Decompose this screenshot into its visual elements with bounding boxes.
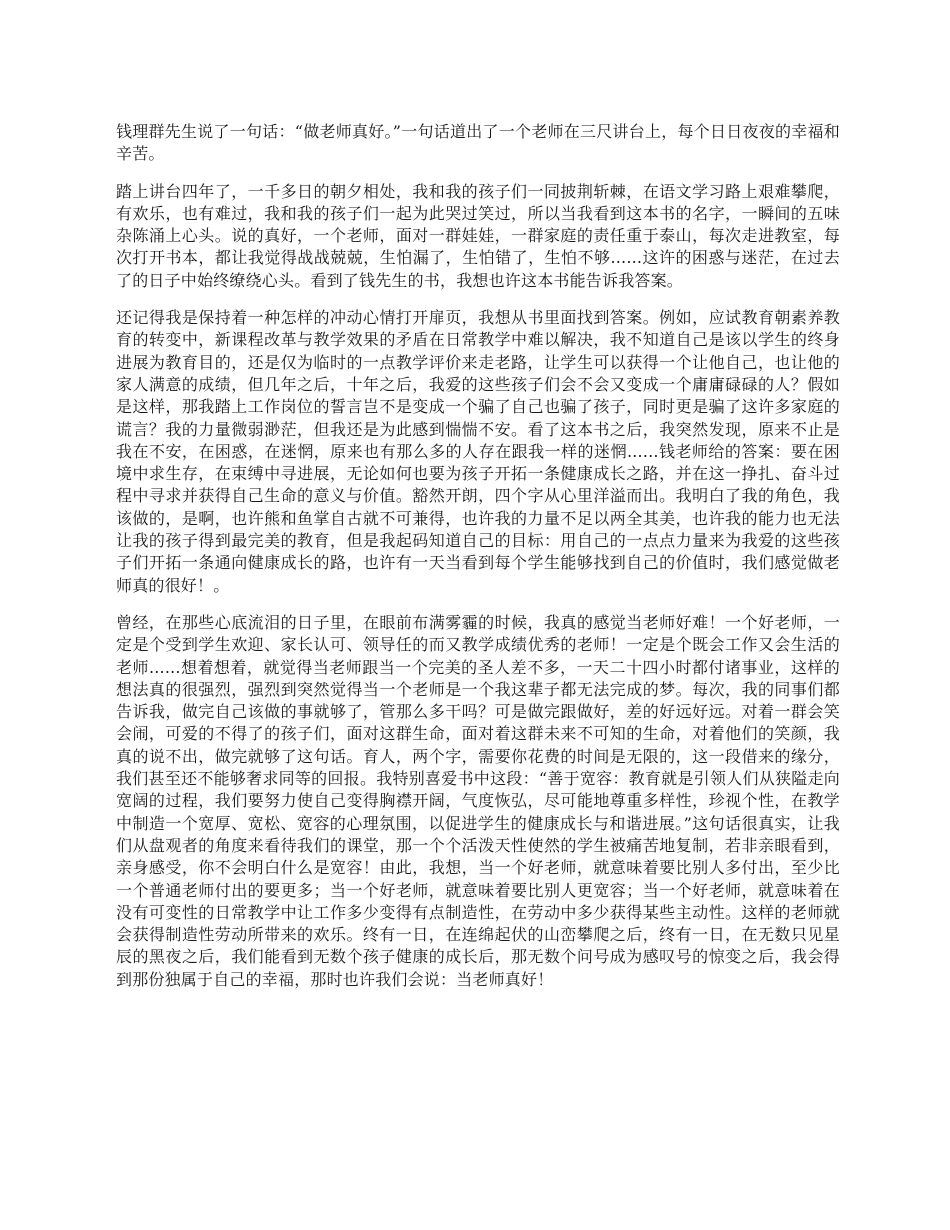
document-body — [116, 121, 840, 1006]
paragraph-4: 曾经，在那些心底流泪的日子里，在眼前布满雾霾的时候，我真的感觉当老师好难！一个好老师，一定是个受到学生欢迎、家长认可、领导任的而又教学成绩优秀的老师！一定是个既会工作又会生活的老师......想着想着，就觉得当老师跟当一个完美的圣人差不多，一天二十四小时都付诸事业，这样的想法真的很强烈，强烈到突然觉得当一个老师是一个我这辈子都无法完成的梦。每次，我的同事们都告诉我，做完自己该做的事就够了，管那么多干吗？可是做完跟做好，差的好远好远。对着一群会笑会闹，可爱的不得了的孩子们，面对这群生命，面对着这群未来不可知的生命，对着他们的笑颜，我真的说不出，做完就够了这句话。育人，两个字，需要你花费的时间是无限的，这一段借来的缘分，我们甚至还不能够奢求同等的回报。我特别喜爱书中这段：“善于宽容：教育就是引领人们从狭隘走向宽阔的过程，我们要努力使自己变得胸襟开阔，气度恢弘，尽可能地尊重多样性，珍视个性，在教学中制造一个宽厚、宽松、宽容的心理氛围，以促进学生的健康成长与和谐进展。”这句话很真实，让我们从盘观者的角度来看待我们的课堂，那一个个活泼天性使然的学生被痛苦地复制，若非亲眼看到，亲身感受，你不会明白什么是宽容！由此，我想，当一个好老师，就意味着要比别人多付出，至少比一个普通老师付出的要更多；当一个好老师，就意味着要比别人更宽容；当一个好老师，就意味着在没有可变性的日常教学中让工作多少变得有点制造性，在劳动中多少获得某些主动性。这样的老师就会获得制造性劳动所带来的欢乐。终有一日，在连绵起伏的山峦攀爬之后，终有一日，在无数只见星辰的黑夜之后，我们能看到无数个孩子健康的成长后，那无数个问号成为感叹号的惊变之后，我会得到那份独属于自己的幸福，那时也许我们会说：当老师真好！ — [116, 612, 840, 989]
paragraph-3: 还记得我是保持着一种怎样的冲动心情打开扉页，我想从书里面找到答案。例如，应试教育朝素养教育的转变中，新课程改革与教学效果的矛盾在日常教学中难以解决，我不知道自己是该以学生的终身进展为教育目的，还是仅为临时的一点教学评价来走老路，让学生可以获得一个让他自己，也让他的家人满意的成绩，但几年之后，十年之后，我爱的这些孩子们会不会又变成一个庸庸碌碌的人？假如是这样，那我踏上工作岗位的誓言岂不是变成一个骗了自己也骗了孩子，同时更是骗了这许多家庭的谎言？我的力量微弱渺茫，但我还是为此感到惴惴不安。看了这本书之后，我突然发现，原来不止是我在不安，在困惑，在迷惘，原来也有那么多的人存在跟我一样的迷惘......钱老师给的答案：要在困境中求生存，在束缚中寻进展，无论如何也要为孩子开拓一条健康成长之路，并在这一挣扎、奋斗过程中寻求并获得自己生命的意义与价值。豁然开朗，四个字从心里洋溢而出。我明白了我的角色，我该做的，是啊，也许熊和鱼掌自古就不可兼得，也许我的力量不足以两全其美，也许我的能力也无法让我的孩子得到最完美的教育，但是我起码知道自己的目标：用自己的一点点力量来为我爱的这些孩子们开拓一条通向健康成长的路，也许有一天当看到每个学生能够找到自己的价值时，我们感觉做老师真的很好！。 — [116, 308, 840, 595]
paragraph-1: 钱理群先生说了一句话：“做老师真好。”一句话道出了一个老师在三尺讲台上，每个日日夜夜的幸福和辛苦。 — [116, 122, 840, 164]
paragraph-2: 踏上讲台四年了，一千多日的朝夕相处，我和我的孩子们一同披荆斩棘，在语文学习路上艰难攀爬，有欢乐，也有难过，我和我的孩子们一起为此哭过笑过，所以当我看到这本书的名字，一瞬间的五味杂陈涌上心头。说的真好，一个老师，面对一群娃娃，一群家庭的责任重于泰山，每次走进教室，每次打开书本，都让我觉得战战兢兢，生怕漏了，生怕错了，生怕不够......这许的困惑与迷茫，在过去了的日子中始终缭绕心头。看到了钱先生的书，我想也许这本书能告诉我答案。 — [116, 181, 840, 290]
